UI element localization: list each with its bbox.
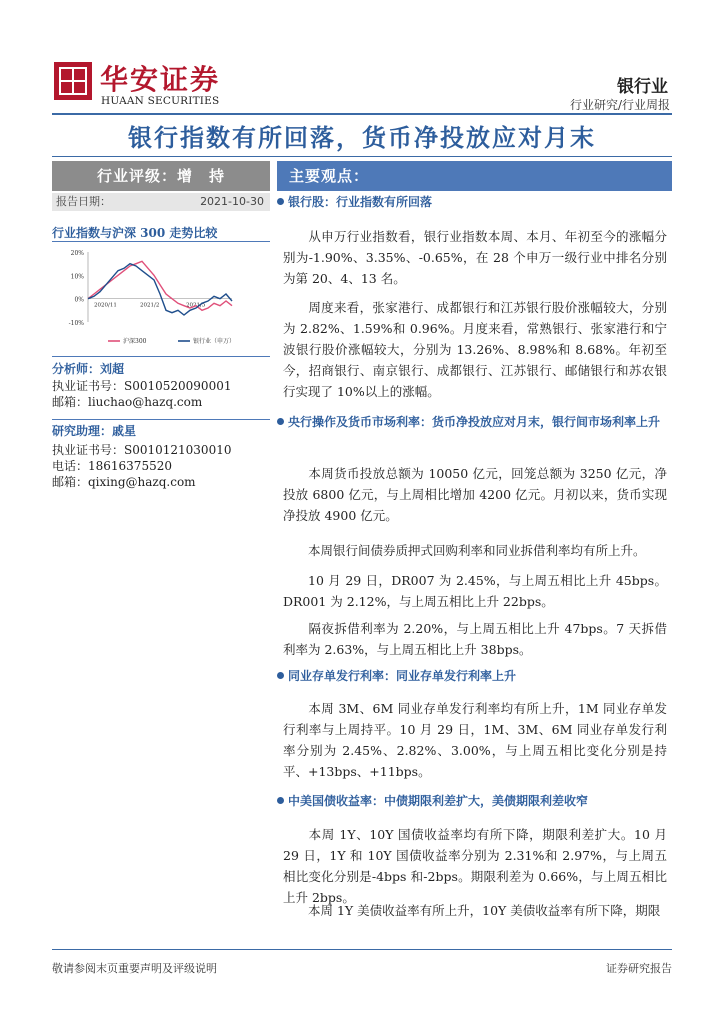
report-date-label: 报告日期： [56,195,111,208]
y-tick-label: 10% [70,273,84,281]
x-tick-label: 2020/11 [94,302,117,309]
brand-name-en: HUAAN SECURITIES [101,95,220,107]
section-heading: 央行操作及货币市场利率：货币净投放应对月末，银行间市场利率上升 [277,412,672,432]
y-tick-label: 20% [70,250,84,257]
paragraph: 本周 3M、6M 同业存单发行利率均有所上升，1M 同业存单发行利率与上周持平。10 月 29 日，1M、3M、6M 同业存单发行利率分别为 2.45%、2.82%、3.00%，与上周五相比变化分别是持平、+13bps、+11bps。 [283,701,667,779]
paragraph: 周度来看，张家港行、成都银行和江苏银行股价涨幅较大，分别为 2.82%、1.59%和 0.96%。月度来看，常熟银行、张家港行和宁波银行股价涨幅较大，分别为 13.26%、8.98%和 8.68%。年初至今，招商银行、南京银行、成都银行、江苏银行、邮储银行和苏农银行实现了 10%以上的涨幅。 [283,300,667,399]
paragraph: 本周 1Y 美债收益率有所上升，10Y 美债收益率有所下降，期限 [308,903,661,918]
footer-label: 证券研究报告 [606,962,672,975]
legend-label: 银行业（申万） [193,338,236,345]
brand-name-cn: 华安证券 [100,63,221,96]
assistant-email[interactable]: 邮箱：qixing@hazq.com [52,475,196,489]
analyst-heading: 分析师：刘超 [52,362,125,376]
paragraph: 本周 1Y、10Y 国债收益率均有所下降，期限利差扩大。10 月 29 日，1Y 和 10Y 国债收益率分别为 2.31%和 2.97%，与上周五相比变化分别是-4bps 和-2bps。期限利差为 0.66%，与上周五相比上升 2bps。 [283,827,667,905]
footer-disclaimer[interactable]: 敬请参阅末页重要声明及评级说明 [52,962,217,975]
paragraph: 从申万行业指数看，银行业指数本周、本月、年初至今的涨幅分别为-1.90%、3.35%、-0.65%，在 28 个申万一级行业中排名分别为第 20、4、13 名。 [283,229,667,286]
paragraph: 隔夜拆借利率为 2.20%，与上周五相比上升 47bps。7 天拆借利率为 2.63%，与上周五相比上升 38bps。 [283,621,667,657]
analyst-license: 执业证书号：S0010520090001 [52,379,232,393]
section-heading: 同业存单发行利率：同业存单发行利率上升 [277,666,672,686]
report-date-row [52,193,270,211]
x-tick-label: 2021/5 [186,302,206,309]
footer-divider [52,949,672,950]
analyst-divider [52,356,270,357]
y-tick-label: 0% [74,296,84,304]
bullet-icon [277,198,284,205]
brand-logo [54,62,92,100]
assistant-divider [52,419,270,420]
paragraph: 10 月 29 日，DR007 为 2.45%，与上周五相比上升 45bps。DR001 为 2.12%，与上周五相比上升 22bps。 [283,573,667,609]
chart-divider [52,241,270,242]
report-type: 行业研究/行业周报 [569,98,670,112]
viewpoints-header: 主要观点： [277,161,672,191]
section-heading: 银行股：行业指数有所回落 [277,192,672,212]
legend-label: 沪深300 [123,338,147,345]
assistant-heading: 研究助理：戚星 [52,424,137,438]
paragraph: 本周货币投放总额为 10050 亿元，回笼总额为 3250 亿元，净投放 6800 亿元，与上周相比增加 4200 亿元。月初以来，货币实现净投放 4900 亿元。 [283,466,667,523]
report-date-value: 2021-10-30 [200,195,264,208]
report-title: 银行指数有所回落，货币净投放应对月末 [128,124,596,152]
assistant-license: 执业证书号：S0010121030010 [52,443,232,457]
bullet-icon [277,797,284,804]
x-tick-label: 2021/2 [140,302,160,309]
bullet-icon [277,672,284,679]
chart-title: 行业指数与沪深 300 走势比较 [52,226,218,240]
industry-rating: 行业评级：增 持 [52,161,270,191]
section-heading: 中美国债收益率：中债期限利差扩大，美债期限利差收窄 [277,791,672,811]
assistant-phone: 电话：18616375520 [52,459,172,473]
analyst-email[interactable]: 邮箱：liuchao@hazq.com [52,395,203,409]
index-comparison-chart [52,244,270,354]
paragraph: 本周银行间债券质押式回购利率和同业拆借利率均有所上升。 [308,543,646,558]
title-divider [52,156,672,157]
industry-label: 银行业 [617,77,668,97]
y-tick-label: -10% [68,320,84,327]
bullet-icon [277,418,284,425]
header-divider [52,113,672,115]
